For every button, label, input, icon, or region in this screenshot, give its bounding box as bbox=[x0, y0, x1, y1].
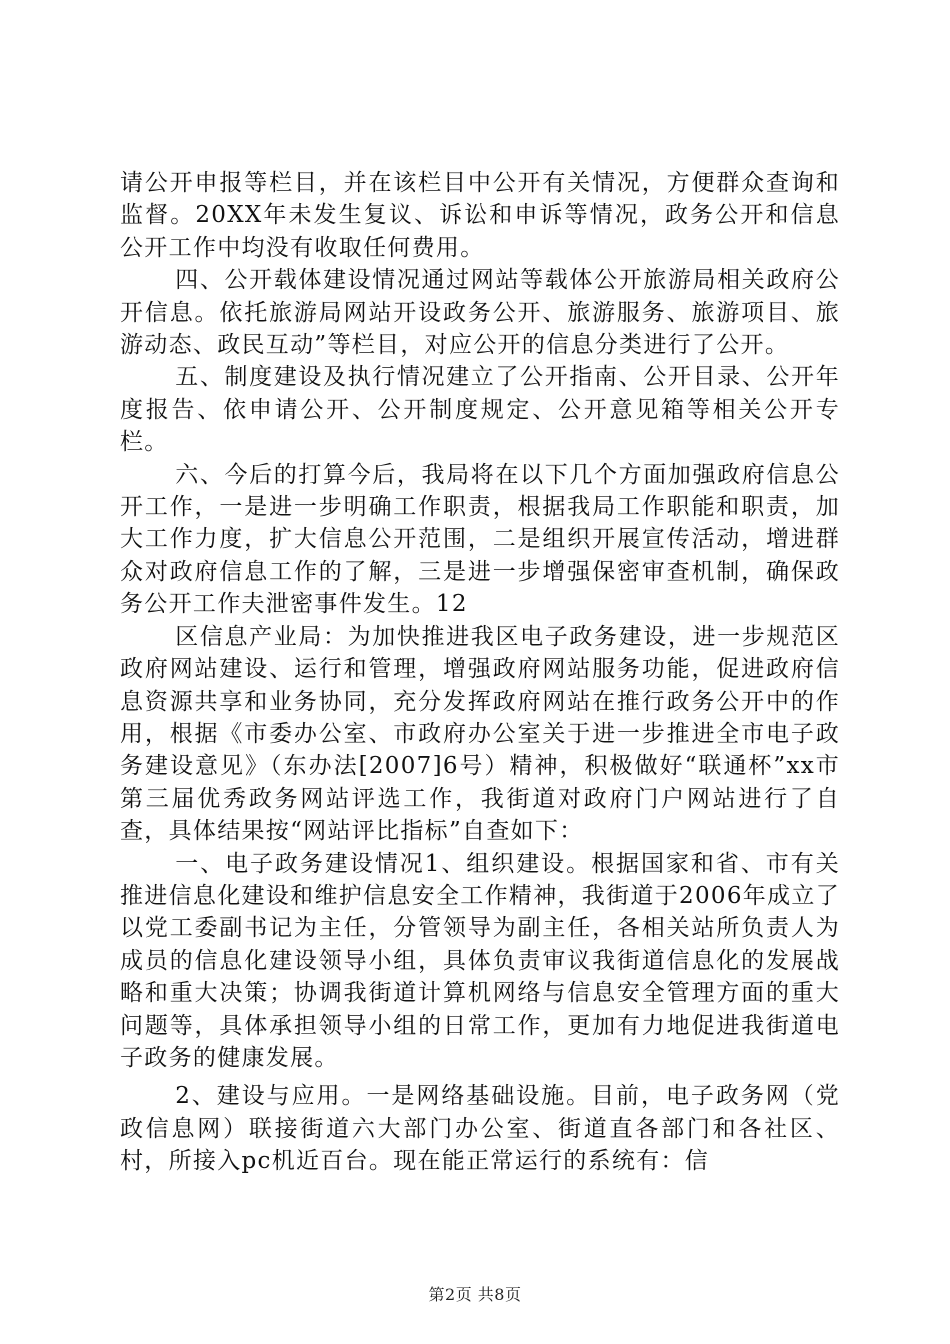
paragraph-continuation: 请公开申报等栏目，并在该栏目中公开有关情况，方便群众查询和监督。20XX年未发生复议、诉讼和申诉等情况，政务公开和信息公开工作中均没有收取任何费用。 bbox=[120, 170, 840, 261]
paragraph-district-info-bureau: 区信息产业局：为加快推进我区电子政务建设，进一步规范区政府网站建设、运行和管理，增强政府网站服务功能，促进政府信息资源共享和业务协同，充分发挥政府网站在推行政务公开中的作用，根据《市委办公室、市政府办公室关于进一步推进全市电子政务建设意见》（东办法[2007]6号）精神，积极做好“联通杯”xx市第三届优秀政务网站评选工作，我街道对政府门户网站进行了自查，具体结果按“网站评比指标”自查如下： bbox=[120, 623, 840, 845]
document-body bbox=[120, 167, 840, 1178]
page-number-footer: 第2页 共8页 bbox=[428, 1285, 522, 1304]
paragraph-section-4: 四、公开载体建设情况通过网站等载体公开旅游局相关政府公开信息。依托旅游局网站开设政务公开、旅游服务、旅游项目、旅游动态、政民互动”等栏目，对应公开的信息分类进行了公开。 bbox=[120, 267, 840, 359]
paragraph-section-5: 五、制度建设及执行情况建立了公开指南、公开目录、公开年度报告、依申请公开、公开制度规定、公开意见箱等相关公开专栏。 bbox=[120, 364, 840, 456]
paragraph-egov-section-2: 2、建设与应用。一是网络基础设施。目前，电子政务网（党政信息网）联接街道六大部门办公室、街道直各部门和各社区、村，所接入pc机近百台。现在能正常运行的系统有：信 bbox=[120, 1083, 840, 1175]
paragraph-egov-section-1: 一、电子政务建设情况1、组织建设。根据国家和省、市有关推进信息化建设和维护信息安全工作精神，我街道于2006年成立了以党工委副书记为主任，分管领导为副主任，各相关站所负责人为成员的信息化建设领导小组，具体负责审议我街道信息化的发展战略和重大决策；协调我街道计算机网络与信息安全管理方面的重大问题等，具体承担领导小组的日常工作，更加有力地促进我街道电子政务的健康发展。 bbox=[120, 850, 840, 1071]
paragraph-section-6: 六、今后的打算今后，我局将在以下几个方面加强政府信息公开工作，一是进一步明确工作职责，根据我局工作职能和职责，加大工作力度，扩大信息公开范围，二是组织开展宣传活动，增进群众对政府信息工作的了解，三是进一步增强保密审查机制，确保政务公开工作夫泄密事件发生。12 bbox=[120, 461, 840, 618]
